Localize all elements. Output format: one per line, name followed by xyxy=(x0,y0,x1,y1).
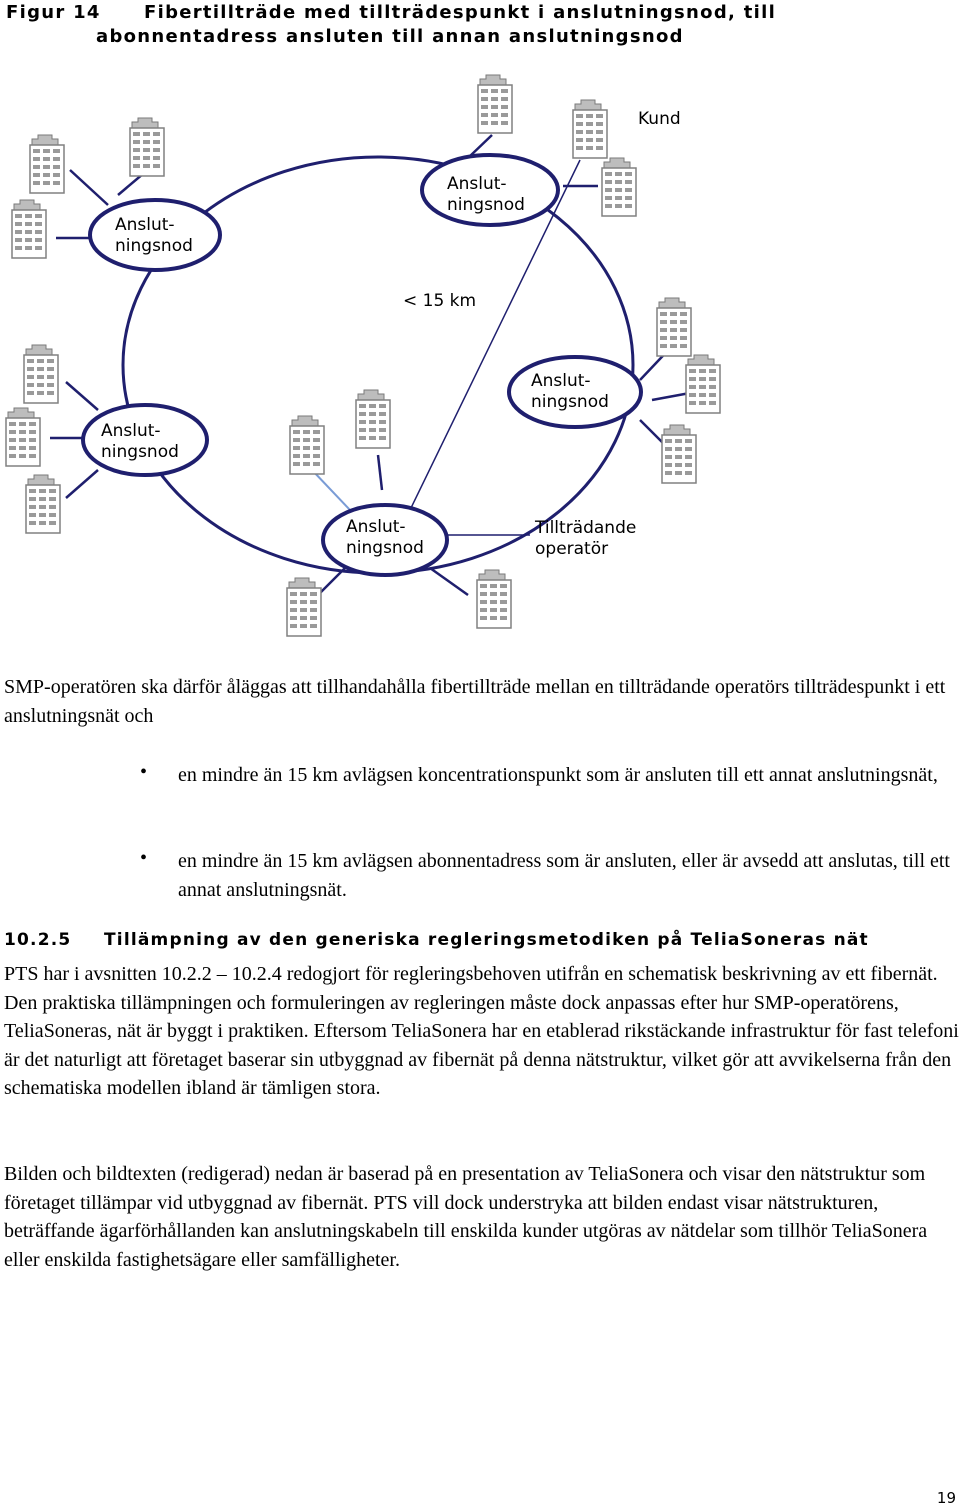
svg-text:ningsnod: ningsnod xyxy=(115,236,193,256)
customer-label: Kund xyxy=(638,109,681,129)
access-node-right xyxy=(509,357,641,427)
access-node-left-lower xyxy=(83,405,207,475)
figure-title-line2: abonnentadress ansluten till annan anslutningsnod xyxy=(96,26,684,47)
building-icon xyxy=(12,200,46,258)
section-number: 10.2.5 xyxy=(4,930,72,950)
svg-text:Anslut-: Anslut- xyxy=(531,371,591,391)
bullet-marker: • xyxy=(140,761,148,783)
svg-text:Anslut-: Anslut- xyxy=(447,174,507,194)
building-icon xyxy=(477,570,511,628)
figure-title-line1: Fibertillträde med tillträdespunkt i anslutningsnod, till xyxy=(144,2,777,23)
svg-text:ningsnod: ningsnod xyxy=(101,442,179,462)
svg-text:Anslut-: Anslut- xyxy=(115,215,175,235)
bullet-item: en mindre än 15 km avlägsen koncentrationspunkt som är ansluten till ett annat anslutningsnät, xyxy=(178,764,938,786)
svg-text:Anslut-: Anslut- xyxy=(346,517,406,537)
building-icon xyxy=(686,355,720,413)
svg-text:ningsnod: ningsnod xyxy=(447,195,525,215)
distance-label: < 15 km xyxy=(403,291,477,311)
paragraph-intro: SMP-operatören ska därför åläggas att tillhandahålla fibertillträde mellan en tillträdande operatörs tillträdespunkt i ett anslutningsnät och xyxy=(4,676,946,727)
bullet-item: en mindre än 15 km avlägsen abonnentadress som är ansluten, eller är avsedd att anslutas, till ett annat anslutningsnät. xyxy=(178,850,950,901)
building-icon xyxy=(30,135,64,193)
operator-label-line2: operatör xyxy=(535,539,609,559)
svg-text:Anslut-: Anslut- xyxy=(101,421,161,441)
page-number: 19 xyxy=(936,1489,956,1507)
building-icon xyxy=(602,158,636,216)
bullet-marker: • xyxy=(140,847,148,869)
building-icon xyxy=(287,578,321,636)
building-icon xyxy=(290,416,324,474)
svg-text:ningsnod: ningsnod xyxy=(346,538,424,558)
building-icon xyxy=(662,425,696,483)
section-heading xyxy=(4,930,869,950)
building-icon xyxy=(657,298,691,356)
operator-label-line1: Tillträdande xyxy=(535,518,637,538)
building-icon xyxy=(356,390,390,448)
paragraph-section: PTS har i avsnitten 10.2.2 – 10.2.4 redogjort för regleringsbehoven utifrån en schematisk beskrivning av ett fibernät. Den praktiska tillämpningen och formuleringen av regleringen måste dock anpassas efter hur SMP-operatörens, TeliaSoneras, nät är byggt i praktiken. Eftersom TeliaSonera har en etablerad rikstäckande infrastruktur för fast telefoni är det naturligt att företaget baserar sin utbyggnad av fibernät på denna nätstruktur, vilket gör att avvikelserna från den schematiska modellen ibland är tämligen stora. xyxy=(4,963,959,1099)
svg-text:ningsnod: ningsnod xyxy=(531,392,609,412)
access-node-bottom xyxy=(323,505,447,575)
access-node-top xyxy=(422,155,558,225)
access-link xyxy=(312,470,350,510)
building-icon xyxy=(573,100,607,158)
access-node-left-upper xyxy=(90,200,220,270)
building-icon xyxy=(26,475,60,533)
building-icon xyxy=(6,408,40,466)
figure-number: Figur 14 xyxy=(6,2,101,23)
network-diagram xyxy=(0,60,960,645)
building-icon xyxy=(24,345,58,403)
section-title: Tillämpning av den generiska regleringsmetodiken på TeliaSoneras nät xyxy=(104,930,869,950)
building-icon xyxy=(478,75,512,133)
paragraph-figure-intro: Bilden och bildtexten (redigerad) nedan är baserad på en presentation av TeliaSonera och visar den nätstruktur som företaget tillämpar vid utbyggnad av fibernät. PTS vill dock understryka att bilden endast visar nätstrukturen, beträffande ägarförhållanden kan anslutningskabeln till enskilda kunder utgöras av nätdelar som tillhör TeliaSonera eller enskilda fastighetsägare eller samfälligheter. xyxy=(4,1163,928,1271)
building-icon xyxy=(130,118,164,176)
